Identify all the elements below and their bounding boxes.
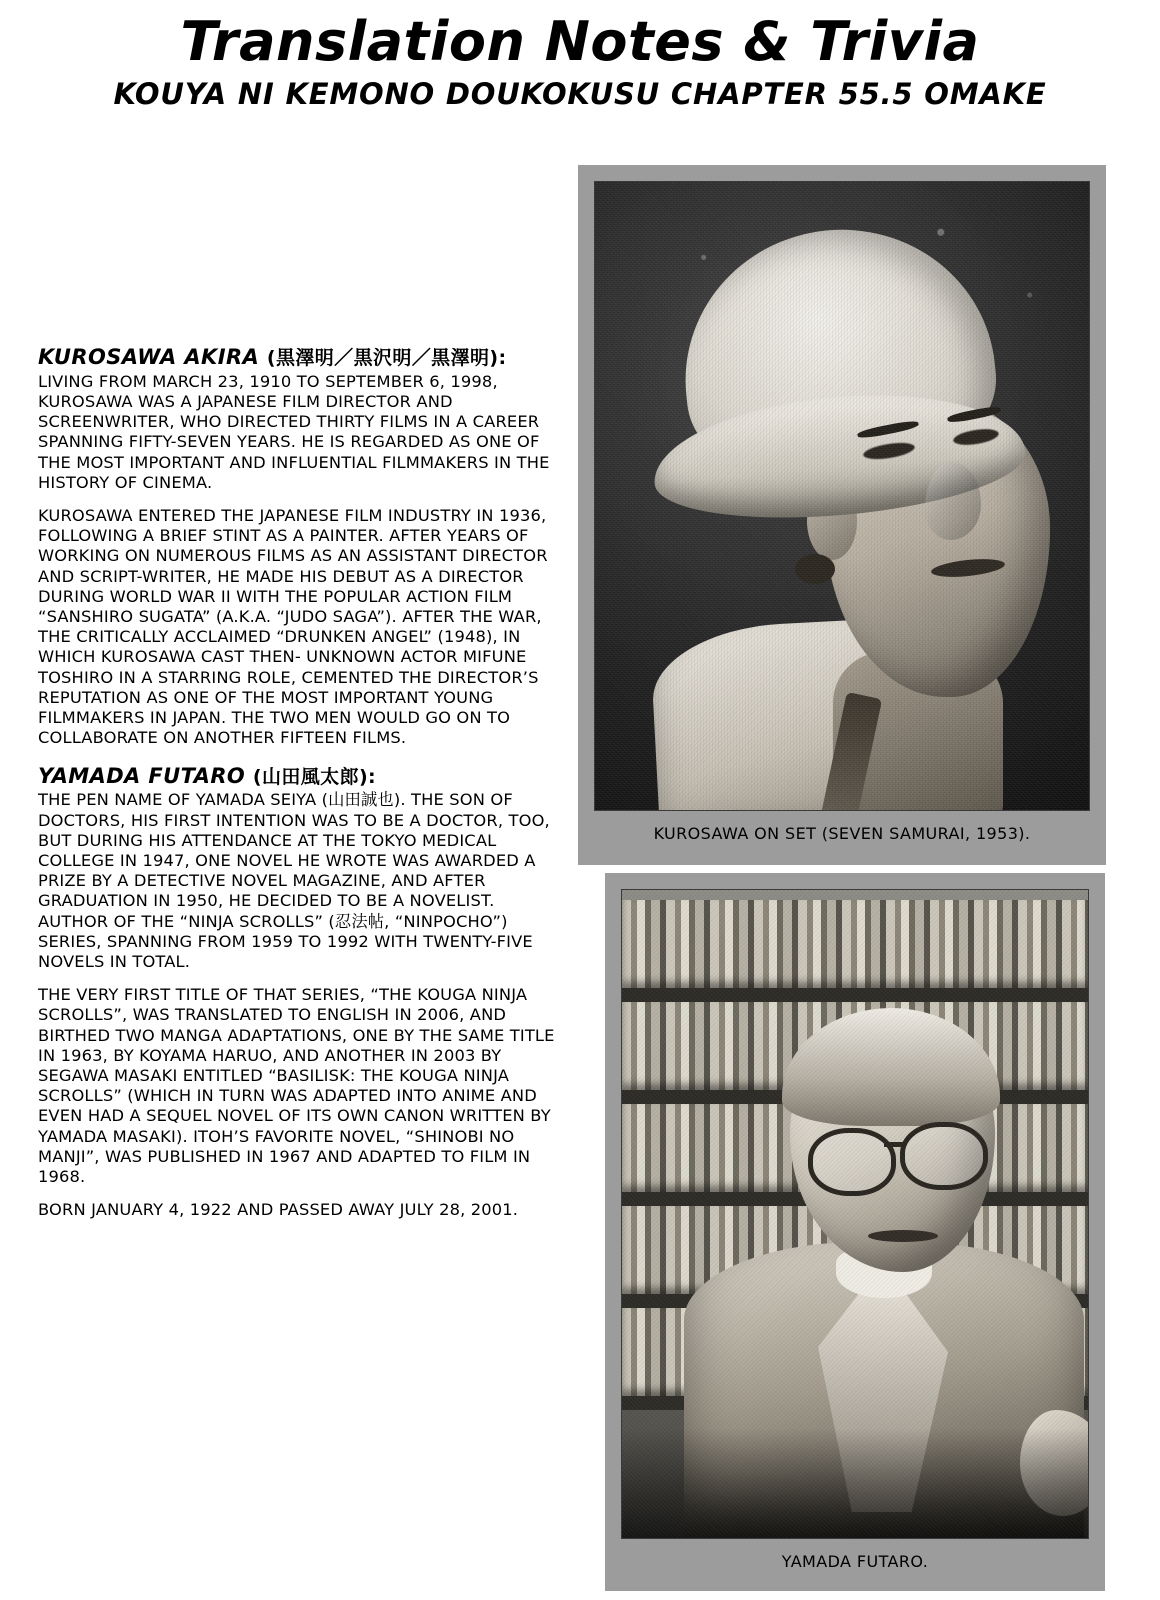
entry-heading-yamada	[38, 764, 568, 789]
entry-name: YAMADA FUTARO	[38, 763, 246, 788]
entry-kanji: (黒澤明／黒沢明／黒澤明):	[266, 347, 507, 369]
entry-paragraph: THE VERY FIRST TITLE OF THAT SERIES, “THE KOUGA NINJA SCROLLS”, WAS TRANSLATED TO ENGLISH IN 2006, AND BIRTHED TWO MANGA ADAPTATIONS, ONE BY THE SAME TITLE IN 1963, BY KOYAMA HARUO, AND ANOTHER IN 2003 BY SEGAWA MASAKI ENTITLED “BASILISK: THE KOUGA NINJA SCROLLS” (WHICH IN TURN WAS ADAPTED INTO ANIME AND EVEN HAD A SEQUEL NOVEL OF ITS OWN CANON WRITTEN BY YAMADA MASAKI). ITOH’S FAVORITE NOVEL, “SHINOBI NO MANJI”, WAS PUBLISHED IN 1967 AND ADAPTED TO FILM IN 1968.	[38, 985, 555, 1186]
entry-paragraph: BORN JANUARY 4, 1922 AND PASSED AWAY JULY 28, 2001.	[38, 1200, 519, 1220]
entry-name: KUROSAWA AKIRA	[38, 345, 260, 369]
notes-text-column	[38, 345, 568, 1235]
photo-panel-yamada	[605, 873, 1105, 1591]
photo-mouth	[868, 1230, 938, 1242]
page-subtitle: KOUYA NI KEMONO DOUKOKUSU CHAPTER 55.5 OMAKE	[113, 76, 1047, 111]
photo-film-grain	[595, 182, 1089, 810]
entry-paragraph: KUROSAWA ENTERED THE JAPANESE FILM INDUSTRY IN 1936, FOLLOWING A BRIEF STINT AS A PAINTER. AFTER YEARS OF WORKING ON NUMEROUS FILMS AS AN ASSISTANT DIRECTOR AND SCRIPT-WRITER, HE MADE HIS DEBUT AS A DIRECTOR DURING WORLD WAR II WITH THE POPULAR ACTION FILM “SANSHIRO SUGATA” (A.K.A. “JUDO SAGA”). AFTER THE WAR, THE CRITICALLY ACCLAIMED “DRUNKEN ANGEL” (1948), IN WHICH KUROSAWA CAST THEN- UNKNOWN ACTOR MIFUNE TOSHIRO IN A STARRING ROLE, CEMENTED THE DIRECTOR’S REPUTATION AS ONE OF THE MOST IMPORTANT YOUNG FILMMAKERS IN JAPAN. THE TWO MEN WOULD GO ON TO COLLABORATE ON ANOTHER FIFTEEN FILMS.	[38, 506, 548, 748]
entry-paragraph: THE PEN NAME OF YAMADA SEIYA (山田誠也). THE SON OF DOCTORS, HIS FIRST INTENTION WAS TO BE A DOCTOR, TOO, BUT DURING HIS ATTENDANCE AT THE TOKYO MEDICAL COLLEGE IN 1947, ONE NOVEL HE WROTE WAS AWARDED A PRIZE BY A DETECTIVE NOVEL MAGAZINE, AND AFTER GRADUATION IN 1950, HE DECIDED TO BE A NOVELIST. AUTHOR OF THE “NINJA SCROLLS” (忍法帖, “NINPOCHO”) SERIES, SPANNING FROM 1959 TO 1992 WITH TWENTY-FIVE NOVELS IN TOTAL.	[38, 790, 550, 971]
photo-vignette	[622, 1428, 1088, 1538]
photo-glasses-lens	[900, 1122, 988, 1190]
page-title: Translation Notes & Trivia	[180, 10, 980, 73]
entry-kurosawa	[38, 345, 568, 749]
entry-yamada	[38, 764, 568, 1221]
page-header	[0, 0, 1160, 111]
photo-caption-kurosawa: KUROSAWA ON SET (SEVEN SAMURAI, 1953).	[653, 824, 1031, 843]
photo-glasses-lens	[808, 1128, 896, 1196]
photo-caption-yamada: YAMADA FUTARO.	[781, 1552, 929, 1571]
yamada-photo	[621, 889, 1089, 1539]
entry-paragraph: LIVING FROM MARCH 23, 1910 TO SEPTEMBER 6, 1998, KUROSAWA WAS A JAPANESE FILM DIRECTOR AND SCREENWRITER, WHO DIRECTED THIRTY FILMS IN A CAREER SPANNING FIFTY-SEVEN YEARS. HE IS REGARDED AS ONE OF THE MOST IMPORTANT AND INFLUENTIAL FILMMAKERS IN THE HISTORY OF CINEMA.	[38, 371, 550, 492]
content-area	[0, 155, 1160, 1595]
entry-heading-kurosawa	[38, 345, 568, 370]
photo-panel-kurosawa	[578, 165, 1106, 865]
entry-kanji: (山田風太郎):	[252, 765, 377, 788]
bookshelf-divider	[622, 988, 1088, 1002]
bookshelf-row	[622, 900, 1088, 988]
kurosawa-photo	[594, 181, 1090, 811]
photo-glasses-bridge	[884, 1142, 904, 1147]
